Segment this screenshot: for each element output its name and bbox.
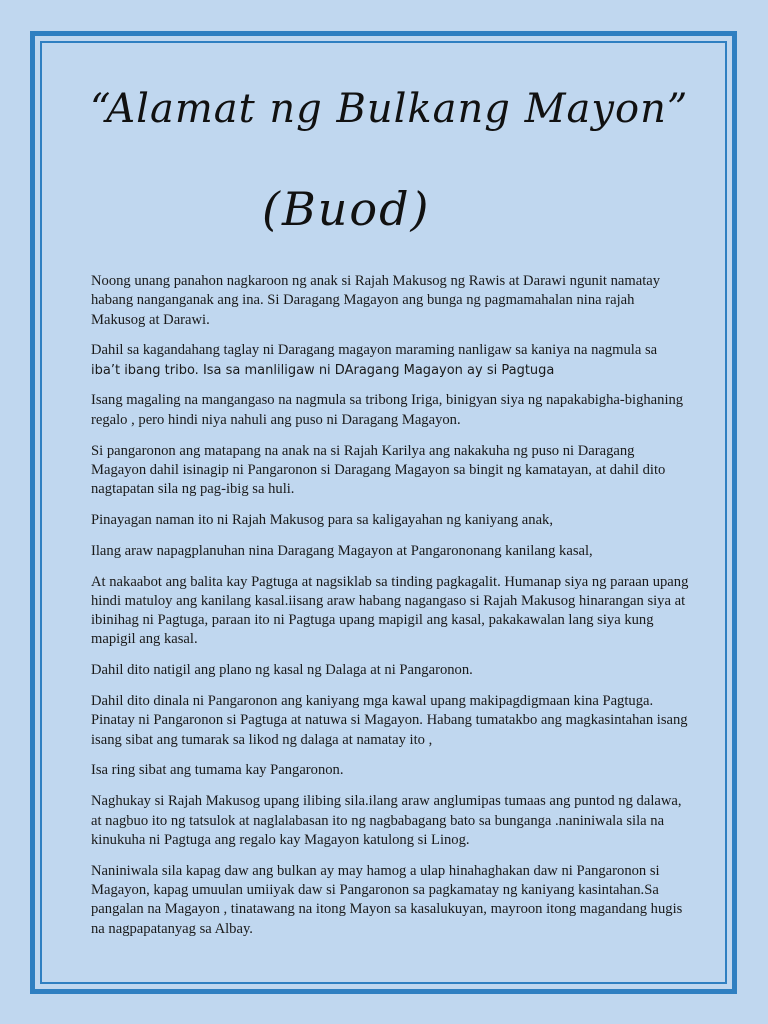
paragraph-10: Isa ring sibat ang tumama kay Pangaronon. xyxy=(91,762,344,779)
paragraph-7: At nakaabot ang balita kay Pagtuga at nagsiklab sa tinding pagkagalit. Humanap siya ng paraan upang hindi matuloy ang kanilang kasal.iisang araw habang nagangaso si Rajah Makusog hinarangan siya at ibinihag ni Pagtuga, paraan ito ni Pagtuga upang mapigil ang kasal, pakakawalan lang siya kung mapigil ang kasal. xyxy=(91,573,689,648)
paragraph-3: Isang magaling na mangangaso na nagmula sa tribong Iriga, binigyan siya ng napakabigha-bighaning regalo , pero hindi niya nahuli ang puso ni Daragang Magayon. xyxy=(91,392,684,428)
paragraph-4: Si pangaronon ang matapang na anak na si Rajah Karilya ang nakakuha ng puso ni Daragang Magayon dahil isinagip ni Pangaronon si Daragang Magayon sa bingit ng kamatayan, at dahil dito nagtapatan sila ng pag-ibig sa huli. xyxy=(91,442,666,498)
paragraph-2-line-1: Dahil sa kagandahang taglay ni Daragang magayon maraming nanligaw sa kaniya na nagmula sa xyxy=(91,342,658,359)
document-title: “Alamat ng Bulkang Mayon” xyxy=(90,86,689,132)
paragraph-6: Ilang araw napagplanuhan nina Daragang Magayon at Pangarononang kanilang kasal, xyxy=(91,542,593,559)
paragraph-12: Naniniwala sila kapag daw ang bulkan ay may hamog a ulap hinahaghakan daw ni Pangaronon si Magayon, kapag umuulan umiiyak daw si Pangaronon sa pagkamatay ng kaniyang kasintahan.Sa pangalan na Magayon , tinatawang na itong Mayon sa kasalukuyan, mayroon itong magandang hugis na nagpapatanyag sa Albay. xyxy=(91,862,683,937)
paragraph-5: Pinayagan naman ito ni Rajah Makusog para sa kaligayahan ng kaniyang anak, xyxy=(91,511,553,528)
paragraph-2-line-2: iba’t ibang tribo. Isa sa manliligaw ni DAragang Magayon ay si Pagtuga xyxy=(91,362,555,378)
paragraph-2 xyxy=(91,341,689,380)
paragraph-1: Noong unang panahon nagkaroon ng anak si Rajah Makusog ng Rawis at Darawi ngunit namatay habang nanganganak ang ina. Si Daragang Magayon ang bunga ng pagmamahalan nina rajah Makusog at Darawi. xyxy=(91,273,661,328)
document-subtitle: (Buod) xyxy=(262,182,431,236)
document-body xyxy=(91,272,689,950)
paragraph-8: Dahil dito natigil ang plano ng kasal ng Dalaga at ni Pangaronon. xyxy=(91,662,473,679)
paragraph-11: Naghukay si Rajah Makusog upang ilibing sila.ilang araw anglumipas tumaas ang puntod ng dalawa, at nagbuo ito ng tatsulok at naglalabasan ito ng nagbabagang bato sa bunganga .naniniwala sila na kinukuha ni Pagtuga ang regalo kay Magayon katulong si Linog. xyxy=(91,793,682,848)
paragraph-9: Dahil dito dinala ni Pangaronon ang kaniyang mga kawal upang makipagdigmaan kina Pagtuga. Pinatay ni Pangaronon si Pagtuga at natuwa si Magayon. Habang tumatakbo ang magkasintahan isang isang sibat ang tumarak sa likod ng dalaga at namatay ito , xyxy=(91,693,688,748)
